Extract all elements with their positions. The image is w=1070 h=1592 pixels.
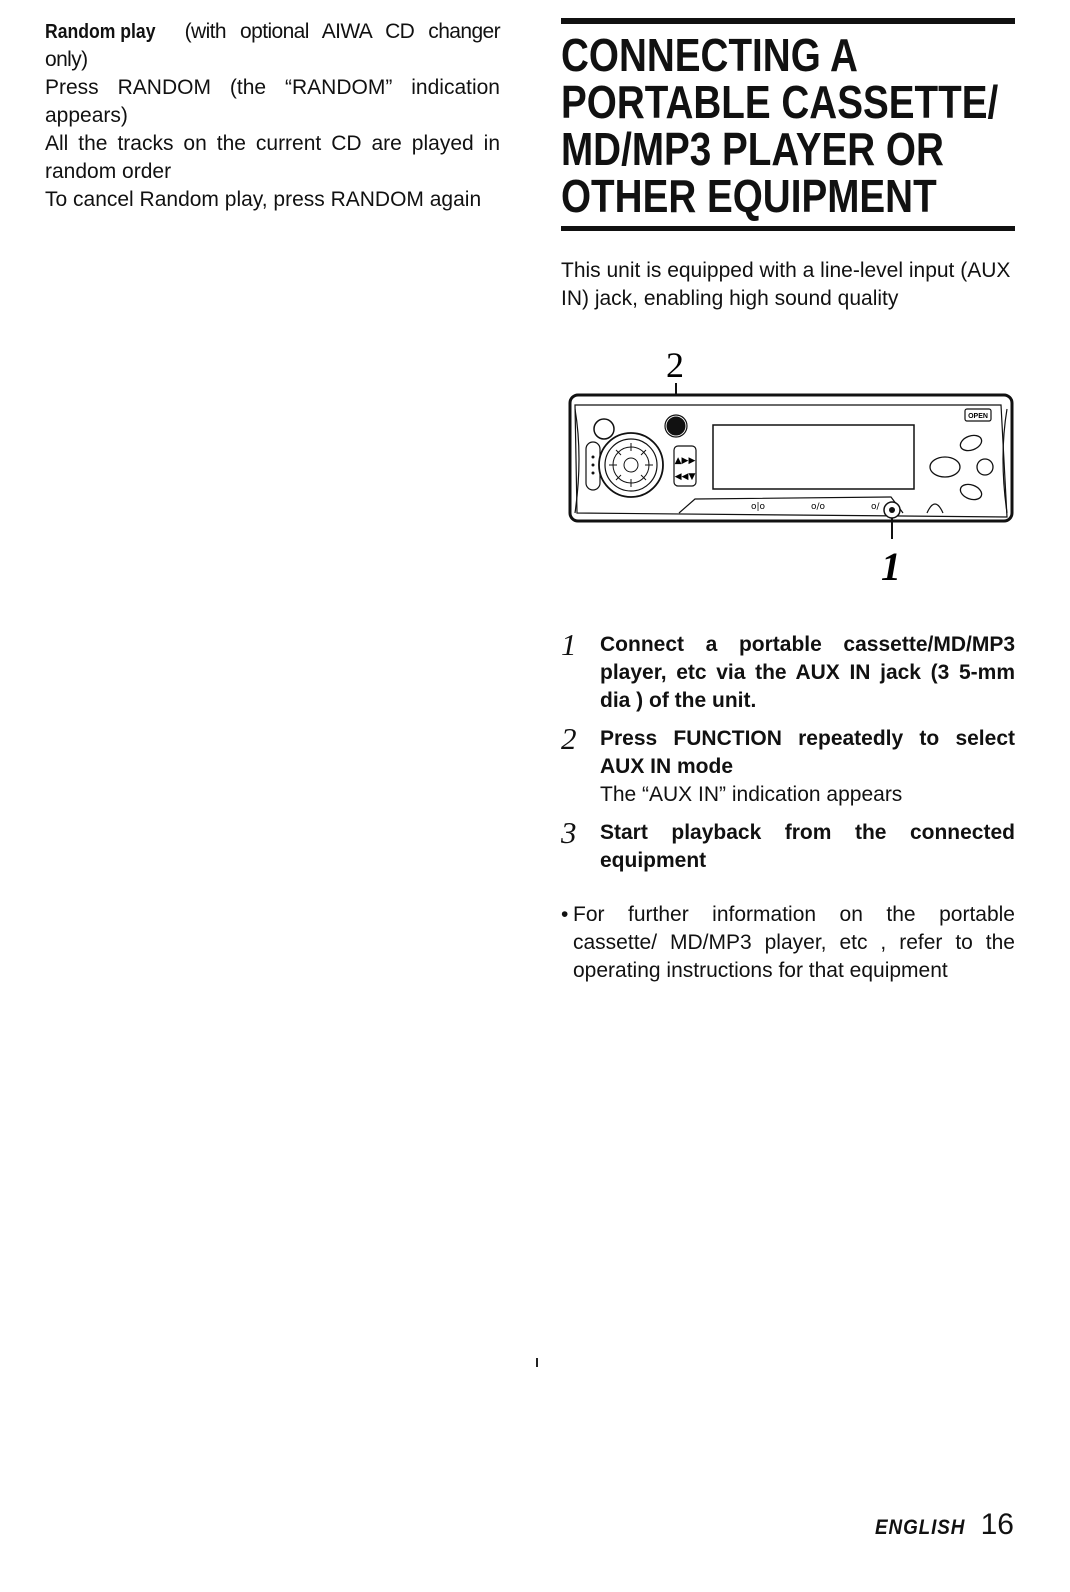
step-3-number: 3 <box>561 815 577 850</box>
function-button <box>667 417 685 435</box>
title-rule-bottom <box>561 226 1015 231</box>
steps-list <box>561 627 1015 875</box>
step-1 <box>561 627 1015 715</box>
note-text: For further information on the portable cassette/ MD/MP3 player, etc , refer to the operating instructions for that equipment <box>573 903 1015 982</box>
svg-text:◀◀▼: ◀◀▼ <box>674 472 696 482</box>
step-2-text: Press FUNCTION repeatedly to select AUX IN mode <box>600 727 1015 778</box>
section-title: CONNECTING A PORTABLE CASSETTE/ MD/MP3 PLAYER OR OTHER EQUIPMENT <box>561 29 999 222</box>
random-play-heading: Random play <box>45 21 156 43</box>
right-button-small <box>977 459 993 475</box>
right-column <box>561 18 1015 985</box>
car-stereo-diagram <box>561 347 1015 597</box>
unit-figure <box>561 347 1015 597</box>
intro-text: This unit is equipped with a line-level input (AUX IN) jack, enabling high sound quality <box>561 259 1011 310</box>
svg-text:o/o: o/o <box>811 502 826 512</box>
random-line-3: To cancel Random play, press RANDOM again <box>45 188 482 211</box>
step-3 <box>561 815 1015 875</box>
page-mark <box>536 1358 538 1367</box>
footer-language: ENGLISH <box>875 1516 966 1539</box>
step-1-number: 1 <box>561 627 577 662</box>
step-1-text: Connect a portable cassette/MD/MP3 player, etc via the AUX IN jack (3 5-mm dia ) of the unit. <box>600 633 1015 712</box>
left-column <box>45 18 500 214</box>
callout-1-label: 1 <box>881 544 901 589</box>
step-2-subtext: The “AUX IN” indication appears <box>600 783 903 806</box>
random-play-paragraph <box>45 18 500 74</box>
further-info-note <box>561 901 1015 985</box>
random-line-2: All the tracks on the current CD are played in random order <box>45 132 500 183</box>
random-play-note: (with optional AIWA CD changer only) <box>45 20 500 71</box>
page-footer <box>870 1508 1014 1542</box>
svg-text:o|o: o|o <box>751 502 766 512</box>
display-window <box>713 425 914 489</box>
step-2 <box>561 721 1015 809</box>
open-label: OPEN <box>968 413 988 420</box>
note-bullet: • <box>561 903 569 926</box>
random-line-1: Press RANDOM (the “RANDOM” indication appears) <box>45 76 500 127</box>
svg-text:o/: o/ <box>871 502 880 512</box>
volume-dial <box>599 433 663 497</box>
callout-2-label: 2 <box>666 347 684 385</box>
step-3-text: Start playback from the connected equipment <box>600 821 1015 872</box>
right-button-main <box>930 457 960 477</box>
page-number: 16 <box>980 1508 1014 1541</box>
release-knob <box>594 419 614 439</box>
svg-text:▲▶▶: ▲▶▶ <box>674 456 696 466</box>
step-2-number: 2 <box>561 721 577 756</box>
title-rule-top <box>561 18 1015 24</box>
